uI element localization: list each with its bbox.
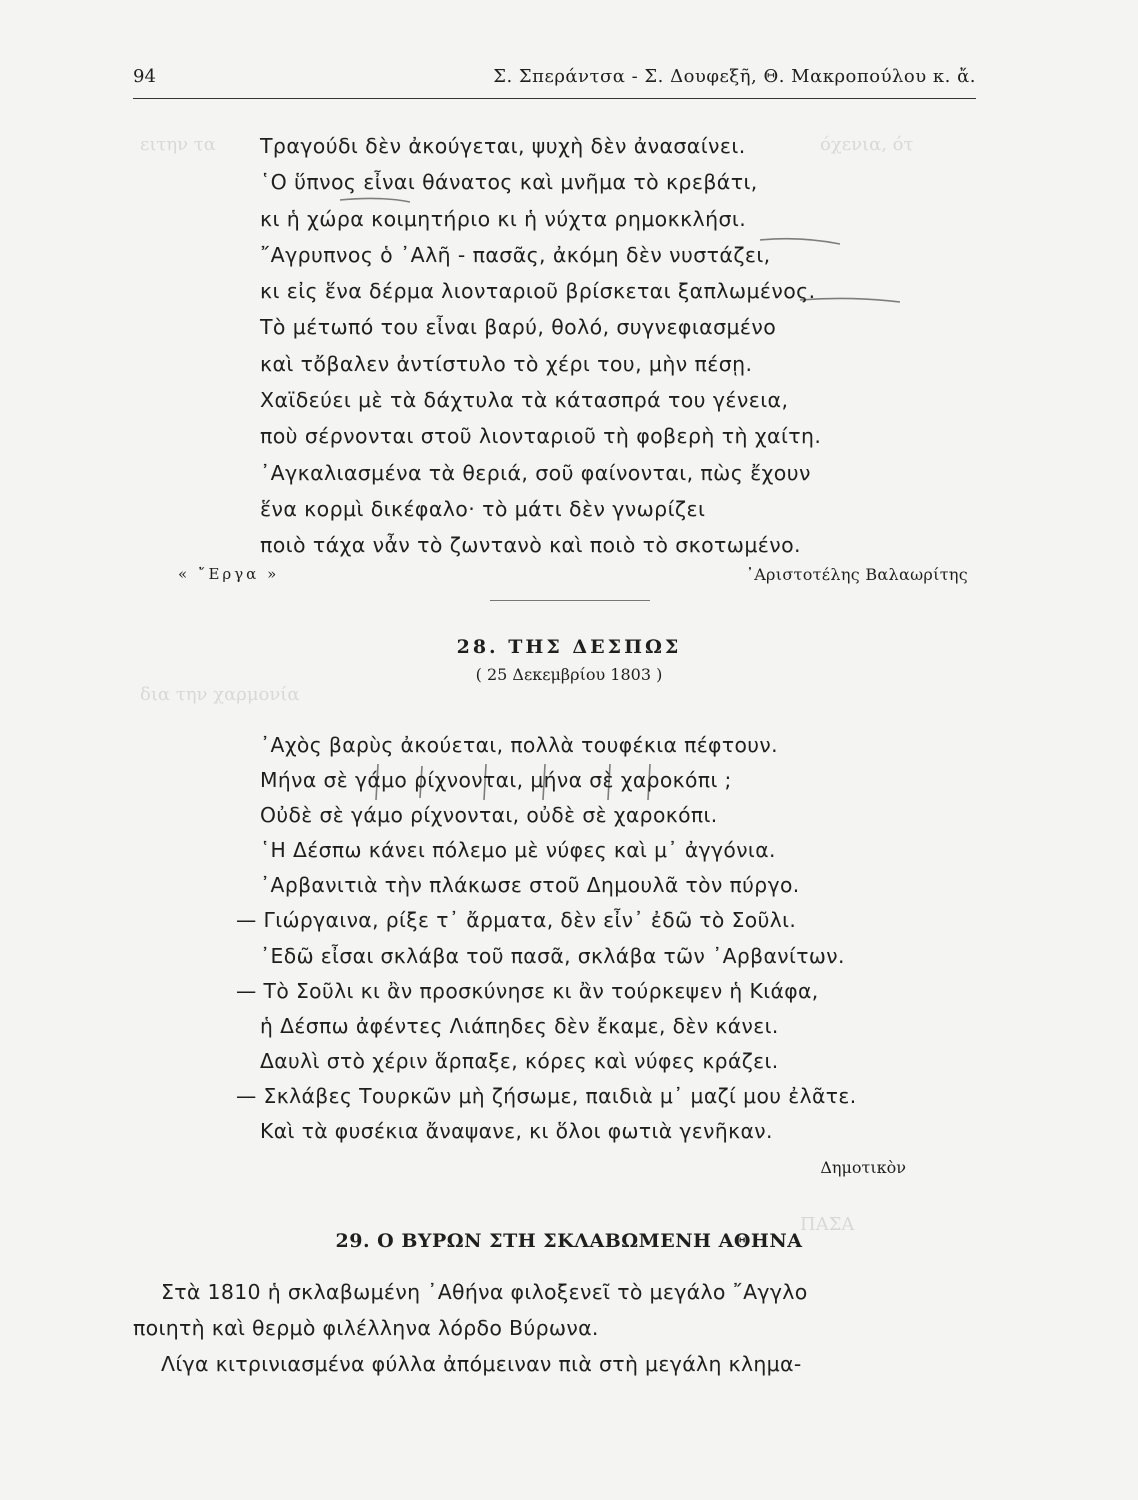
verse-line: ᾿Αρβανιτιὰ τὴν πλάκωσε στοῦ Δημουλᾶ τὸν πύργο. [260, 873, 800, 898]
poem-source-demotikon: Δημοτικὸν [820, 1158, 906, 1177]
verse-line: Τραγούδι δὲν ἀκούγεται, ψυχὴ δὲν ἀνασαίνει. [260, 134, 746, 158]
header-rule [133, 98, 976, 99]
section-divider [490, 600, 650, 601]
page-header [133, 62, 976, 96]
verse-line: Μήνα σὲ γάμο ρίχνονται, μήνα σὲ χαροκόπι ; [260, 768, 732, 793]
section-28-title: 28. ΤΗΣ ΔΕΣΠΩΣ [456, 636, 682, 658]
bleed-through-text: δια την χαρμονία [140, 684, 300, 705]
verse-line: ποὺ σέρνονται στοῦ λιονταριοῦ τὴ φοβερὴ τὴ χαίτη. [260, 424, 822, 449]
verse-line: — Τὸ Σοῦλι κι ἂν προσκύνησε κι ἂν τούρκεψεν ἡ Κιάφα, [236, 978, 819, 1003]
verse-line: — Γιώργαινα, ρίξε τ᾿ ἄρματα, δὲν εἶν᾿ ἐδῶ τὸ Σοῦλι. [236, 908, 797, 933]
verse-line: ῾Η Δέσπω κάνει πόλεμο μὲ νύφες καὶ μ᾿ ἀγγόνια. [260, 838, 776, 863]
paragraph-line: Λίγα κιτρινιασμένα φύλλα ἀπόμειναν πιὰ στὴ μεγάλη κλημα- [161, 1352, 802, 1376]
section-29-title: 29. Ο ΒΥΡΩΝ ΣΤΗ ΣΚΛΑΒΩΜΕΝΗ ΑΘΗΝΑ [335, 1230, 803, 1252]
section-28-date: ( 25 Δεκεμβρίου 1803 ) [475, 665, 663, 684]
poem-source: « ῎Εργα » [178, 565, 280, 583]
paragraph-line: ποιητὴ καὶ θερμὸ φιλέλληνα λόρδο Βύρωνα. [133, 1316, 599, 1340]
section-29-text [133, 1274, 976, 1382]
verse-line: ῎Αγρυπνος ὁ ᾿Αλῆ - πασᾶς, ἀκόμη δὲν νυστάζει, [260, 242, 771, 267]
verse-line: ποιὸ τάχα νἆν τὸ ζωντανὸ καὶ ποιὸ τὸ σκοτωμένο. [260, 533, 801, 558]
verse-line: Τὸ μέτωπό του εἶναι βαρύ, θολό, συγνεφιασμένο [260, 315, 777, 340]
verse-line: ἡ Δέσπω ἀφέντες Λιάπηδες δὲν ἔκαμε, δὲν κάνει. [260, 1013, 779, 1038]
verse-line: ἕνα κορμὶ δικέφαλο· τὸ μάτι δὲν γνωρίζει [260, 496, 706, 521]
poem-despo [236, 728, 857, 1149]
verse-line: ᾿Εδῶ εἶσαι σκλάβα τοῦ πασᾶ, σκλάβα τῶν ᾿Αρβανίτων. [260, 943, 845, 968]
bleed-through-text: ΠΑΣΑ [800, 1214, 855, 1235]
verse-line: ῾Ο ὕπνος εἶναι θάνατος καὶ μνῆμα τὸ κρεβάτι, [260, 170, 758, 195]
verse-line: καὶ τὄβαλεν ἀντίστυλο τὸ χέρι του, μὴν πέσῃ. [260, 351, 753, 376]
verse-line: Καὶ τὰ φυσέκια ἄναψανε, κι ὅλοι φωτιὰ γενῆκαν. [260, 1119, 773, 1144]
page-number: 94 [133, 66, 156, 87]
bleed-through-text: ειτην τα [140, 134, 216, 155]
verse-line: κι εἰς ἕνα δέρμα λιονταριοῦ βρίσκεται ξαπλωμένος. [260, 279, 816, 304]
running-title: Σ. Σπεράντσα - Σ. Δουφεξῆ, Θ. Μακροπούλου κ. ἄ. [493, 66, 976, 87]
verse-line: Χαϊδεύει μὲ τὰ δάχτυλα τὰ κάτασπρά του γένεια, [260, 388, 789, 413]
poem-valaoritis [260, 128, 821, 564]
verse-line: Δαυλὶ στὸ χέριν ἅρπαξε, κόρες καὶ νύφες κράζει. [260, 1048, 779, 1073]
paragraph-line: Στὰ 1810 ἡ σκλαβωμένη ᾿Αθήνα φιλοξενεῖ τὸ μεγάλο ῎Αγγλο [161, 1280, 808, 1304]
bleed-through-text: όχενια, ότ [820, 134, 914, 155]
verse-line: Οὐδὲ σὲ γάμο ρίχνονται, οὐδὲ σὲ χαροκόπι. [260, 803, 718, 828]
verse-line: — Σκλάβες Τουρκῶν μὴ ζήσωμε, παιδιὰ μ᾿ μαζί μου ἐλᾶτε. [236, 1083, 857, 1108]
verse-line: ᾿Αχὸς βαρὺς ἀκούεται, πολλὰ τουφέκια πέφτουν. [260, 733, 778, 757]
verse-line: ᾿Αγκαλιασμένα τὰ θεριά, σοῦ φαίνονται, πὼς ἔχουν [260, 460, 811, 485]
poem-author: ᾿Αριστοτέλης Βαλαωρίτης [745, 565, 968, 584]
verse-line: κι ἡ χώρα κοιμητήριο κι ἡ νύχτα ρημοκκλήσι. [260, 206, 747, 231]
